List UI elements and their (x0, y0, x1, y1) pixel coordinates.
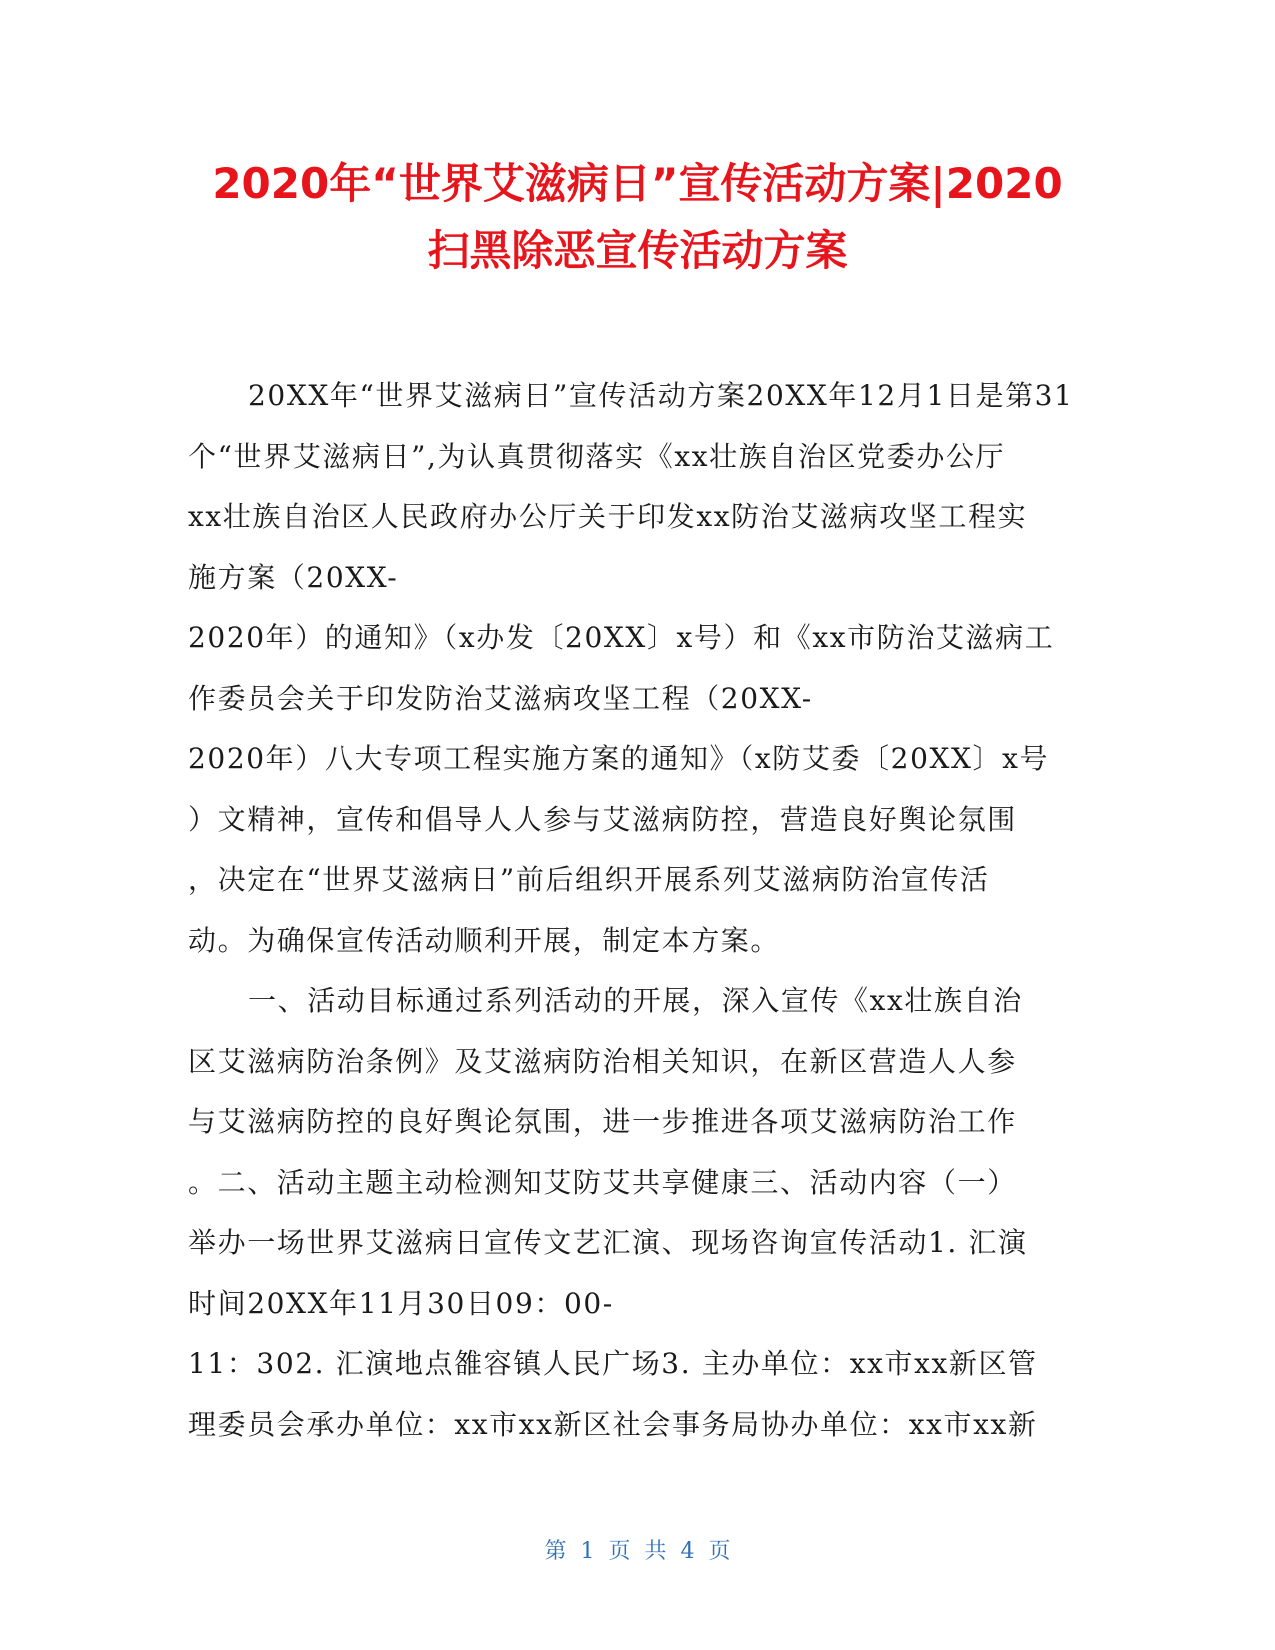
body-line: 11：302. 汇演地点雒容镇人民广场3. 主办单位：xx市xx新区管 (188, 1347, 1038, 1380)
current-page-number: 1 (580, 1539, 595, 1564)
body-line: 理委员会承办单位：xx市xx新区社会事务局协办单位：xx市xx新 (188, 1407, 1038, 1441)
body-line: 时间20XX年11月30日09：00- (188, 1286, 614, 1320)
body-line: 动。为确保宣传活动顺利开展，制定本方案。 (188, 923, 781, 957)
body-line: 。二、活动主题主动检测知艾防艾共享健康三、活动内容（一） (188, 1165, 1017, 1199)
body-line: 施方案（20XX- (188, 560, 399, 594)
footer-ye-2: 页 (708, 1539, 731, 1564)
body-line: 作委员会关于印发防治艾滋病攻坚工程（20XX- (188, 681, 813, 715)
footer-gong: 共 (644, 1539, 667, 1564)
footer-di: 第 (544, 1539, 567, 1564)
page-footer (0, 1537, 1275, 1567)
document-body (188, 366, 1078, 1455)
document-title (150, 150, 1125, 284)
footer-ye: 页 (608, 1539, 631, 1564)
body-line: 2020年）的通知》（x办发〔20XX〕x号）和《xx市防治艾滋病工 (188, 621, 1055, 654)
body-line: xx壮族自治区人民政府办公厅关于印发xx防治艾滋病攻坚工程实 (188, 500, 1028, 533)
body-line: 2020年）八大专项工程实施方案的通知》（x防艾委〔20XX〕x号 (188, 742, 1050, 775)
body-line: 20XX年“世界艾滋病日”宣传活动方案20XX年12月1日是第31 (248, 379, 1074, 412)
body-line: 举办一场世界艾滋病日宣传文艺汇演、现场咨询宣传活动1. 汇演 (188, 1226, 1028, 1259)
title-line-1: 2020年“世界艾滋病日”宣传活动方案|2020 (212, 159, 1063, 208)
body-line: 与艾滋病防控的良好舆论氛围，进一步推进各项艾滋病防治工作 (188, 1105, 1017, 1138)
total-page-number: 4 (680, 1539, 695, 1564)
body-line: 一、活动目标通过系列活动的开展，深入宣传《xx壮族自治 (248, 984, 1023, 1017)
body-line: 区艾滋病防治条例》及艾滋病防治相关知识，在新区营造人人参 (188, 1044, 1017, 1078)
body-line: ，决定在“世界艾滋病日”前后组织开展系列艾滋病防治宣传活 (188, 863, 990, 896)
body-line: ）文精神，宣传和倡导人人参与艾滋病防控，营造良好舆论氛围 (188, 802, 1017, 836)
title-line-2: 扫黑除恶宣传活动方案 (427, 226, 848, 275)
body-line: 个“世界艾滋病日”,为认真贯彻落实《xx壮族自治区党委办公厅 (188, 439, 1006, 473)
